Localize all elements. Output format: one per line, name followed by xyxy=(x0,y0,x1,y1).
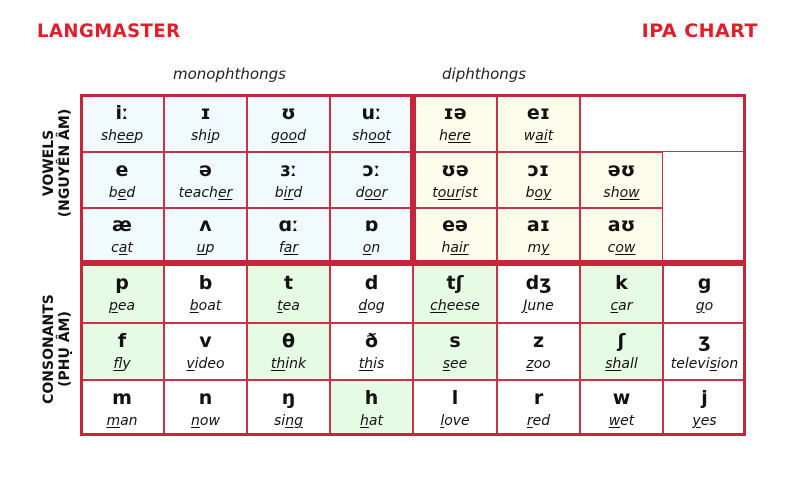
example-word: on xyxy=(362,240,381,256)
phoneme-cell xyxy=(413,208,497,263)
phoneme-symbol: j xyxy=(701,386,708,409)
phoneme-cell xyxy=(80,208,164,263)
phoneme-symbol: z xyxy=(532,330,545,352)
phoneme-cell xyxy=(580,380,663,436)
vowels-label-line2: (NGUYÊN ÂM) xyxy=(57,108,73,218)
consonants-section-label xyxy=(41,269,73,429)
example-word: here xyxy=(439,127,471,144)
phoneme-symbol: ɪ xyxy=(200,101,211,124)
phoneme-cell xyxy=(80,380,164,436)
phoneme-symbol: aɪ xyxy=(526,214,551,236)
phoneme-symbol: f xyxy=(117,330,127,352)
phoneme-symbol: ʌ xyxy=(199,214,212,236)
phoneme-cell xyxy=(580,323,663,380)
example-word: cow xyxy=(607,240,636,256)
phoneme-symbol: h xyxy=(364,386,379,409)
phoneme-cell xyxy=(164,152,247,208)
phoneme-symbol: eə xyxy=(442,214,468,236)
vowels-section-label xyxy=(41,83,73,243)
phoneme-symbol: ə xyxy=(199,158,212,181)
phoneme-symbol: p xyxy=(115,271,129,294)
example-word: pea xyxy=(108,297,136,314)
phoneme-symbol: s xyxy=(449,330,461,352)
phoneme-cell xyxy=(247,380,330,436)
example-word: this xyxy=(358,356,385,372)
phoneme-cell xyxy=(413,152,497,208)
phoneme-symbol: θ xyxy=(281,330,296,352)
vowels-label-line1: VOWELS xyxy=(41,129,57,197)
phoneme-symbol: ʊə xyxy=(441,158,469,181)
phoneme-symbol: ɑː xyxy=(278,214,299,236)
phoneme-symbol: ʒ xyxy=(698,330,711,352)
phoneme-symbol: v xyxy=(199,330,212,352)
phoneme-symbol: d xyxy=(364,271,379,294)
phoneme-symbol: iː xyxy=(115,101,129,124)
phoneme-cell xyxy=(164,94,247,152)
example-word: show xyxy=(603,184,640,201)
phoneme-cell xyxy=(413,380,497,436)
phoneme-cell xyxy=(663,380,746,436)
phoneme-cell xyxy=(247,208,330,263)
example-word: sheep xyxy=(100,127,144,144)
example-word: hat xyxy=(360,412,383,429)
example-word: cat xyxy=(111,240,133,256)
phoneme-symbol: uː xyxy=(361,101,382,124)
example-word: fly xyxy=(113,356,131,372)
phoneme-cell xyxy=(164,263,247,323)
phoneme-cell xyxy=(330,152,413,208)
example-word: far xyxy=(278,240,299,256)
phoneme-symbol: ð xyxy=(364,330,379,352)
example-word: shall xyxy=(605,356,638,372)
phoneme-symbol: ɪə xyxy=(443,101,467,124)
phoneme-symbol: r xyxy=(533,386,544,409)
example-word: cheese xyxy=(430,297,480,314)
phoneme-cell xyxy=(247,323,330,380)
phoneme-cell xyxy=(164,323,247,380)
phoneme-cell xyxy=(580,208,663,263)
phoneme-cell xyxy=(413,263,497,323)
phoneme-cell xyxy=(330,380,413,436)
example-word: wet xyxy=(608,412,635,429)
phoneme-symbol: t xyxy=(283,271,294,294)
consonants-label-line2: (PHỤ ÂM) xyxy=(57,311,73,387)
ipa-grid xyxy=(80,94,746,436)
phoneme-cell xyxy=(164,380,247,436)
phoneme-symbol: ɔɪ xyxy=(527,158,550,181)
phoneme-symbol: l xyxy=(451,386,459,409)
example-word: good xyxy=(271,127,306,144)
example-word: ship xyxy=(191,127,220,144)
example-word: door xyxy=(355,184,388,201)
example-word: love xyxy=(440,412,470,429)
phoneme-cell xyxy=(580,152,663,208)
phoneme-symbol: m xyxy=(112,386,132,409)
phoneme-cell xyxy=(247,94,330,152)
phoneme-cell xyxy=(413,323,497,380)
example-word: shoot xyxy=(352,127,391,144)
phoneme-symbol: əʊ xyxy=(607,158,636,181)
phoneme-symbol: eɪ xyxy=(526,101,551,124)
example-word: June xyxy=(523,297,554,314)
phoneme-cell xyxy=(497,94,580,152)
phoneme-symbol: ʊ xyxy=(281,101,296,124)
example-word: go xyxy=(695,297,714,314)
phoneme-symbol: ʃ xyxy=(617,330,626,352)
example-word: teacher xyxy=(178,184,233,201)
example-word: bed xyxy=(108,184,136,201)
phoneme-symbol: tʃ xyxy=(446,271,464,294)
phoneme-cell xyxy=(497,208,580,263)
diphthongs-label: diphthongs xyxy=(442,65,527,83)
example-word: television xyxy=(670,356,739,372)
example-word: dog xyxy=(358,297,385,314)
example-word: red xyxy=(526,412,551,429)
example-word: boy xyxy=(525,184,552,201)
phoneme-symbol: aʊ xyxy=(607,214,636,236)
empty-cell xyxy=(580,94,746,152)
phoneme-symbol: ɒ xyxy=(364,214,379,236)
brand-logo: LANGMASTER xyxy=(37,20,181,43)
phoneme-cell xyxy=(497,323,580,380)
example-word: think xyxy=(270,356,307,372)
phoneme-cell xyxy=(330,263,413,323)
phoneme-cell xyxy=(164,208,247,263)
phoneme-cell xyxy=(413,94,497,152)
example-word: wait xyxy=(523,127,554,144)
phoneme-symbol: ɔː xyxy=(362,158,381,181)
example-word: car xyxy=(610,297,633,314)
phoneme-symbol: dʒ xyxy=(525,271,552,294)
example-word: tea xyxy=(277,297,300,314)
example-word: hair xyxy=(441,240,469,256)
example-word: boat xyxy=(189,297,222,314)
example-word: see xyxy=(442,356,468,372)
example-word: man xyxy=(106,412,138,429)
example-word: sing xyxy=(274,412,303,429)
phoneme-cell xyxy=(497,380,580,436)
chart-title: IPA CHART xyxy=(641,20,758,42)
phoneme-symbol: b xyxy=(198,271,213,294)
phoneme-cell xyxy=(330,94,413,152)
phoneme-cell xyxy=(80,323,164,380)
example-word: video xyxy=(186,356,225,372)
example-word: yes xyxy=(692,412,717,429)
phoneme-cell xyxy=(497,263,580,323)
example-word: bird xyxy=(274,184,303,201)
phoneme-cell xyxy=(80,263,164,323)
phoneme-cell xyxy=(497,152,580,208)
phoneme-symbol: k xyxy=(615,271,628,294)
phoneme-symbol: w xyxy=(612,386,631,409)
phoneme-symbol: æ xyxy=(112,214,132,236)
phoneme-cell xyxy=(330,208,413,263)
phoneme-cell xyxy=(663,323,746,380)
example-word: up xyxy=(196,240,215,256)
phoneme-symbol: e xyxy=(115,158,129,181)
phoneme-cell xyxy=(580,263,663,323)
example-word: my xyxy=(527,240,550,256)
phoneme-symbol: ɜː xyxy=(280,158,297,181)
example-word: now xyxy=(191,412,220,429)
example-word: tourist xyxy=(432,184,478,201)
phoneme-symbol: ŋ xyxy=(281,386,296,409)
phoneme-symbol: n xyxy=(198,386,213,409)
monophthongs-label: monophthongs xyxy=(173,65,286,83)
consonants-label-line1: CONSONANTS xyxy=(41,294,57,404)
phoneme-cell xyxy=(247,263,330,323)
example-word: zoo xyxy=(526,356,551,372)
phoneme-cell xyxy=(80,94,164,152)
phoneme-symbol: g xyxy=(697,271,712,294)
phoneme-cell xyxy=(80,152,164,208)
phoneme-cell xyxy=(330,323,413,380)
phoneme-cell xyxy=(247,152,330,208)
phoneme-cell xyxy=(663,263,746,323)
